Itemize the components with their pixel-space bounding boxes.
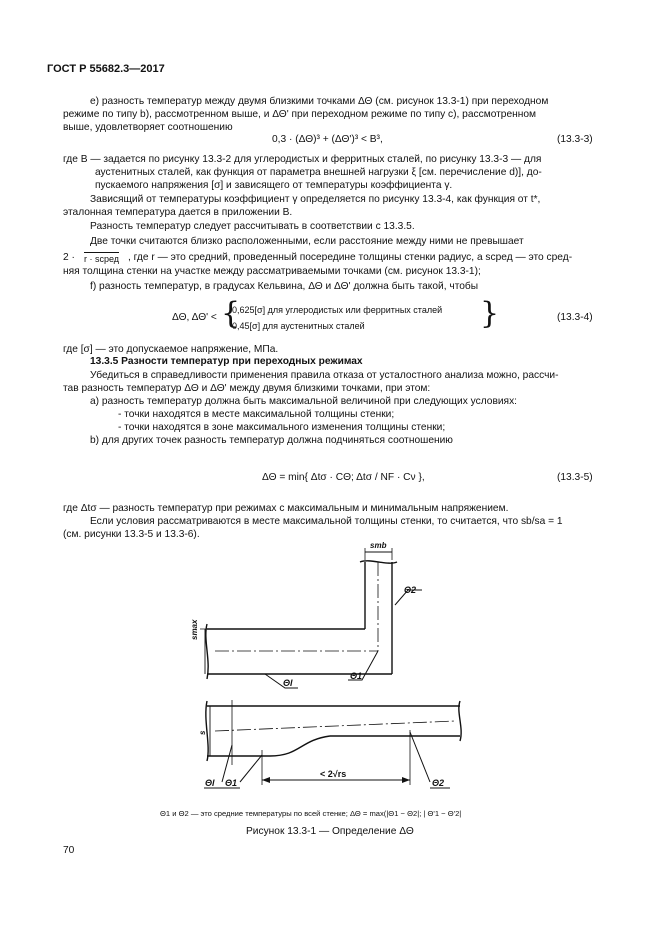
where-b-line3: пускаемого напряжения [σ] и зависящего от температуры коэффициента γ. xyxy=(95,180,453,191)
condition-a-item1: - точки находятся в месте максимальной толщины стенки; xyxy=(118,409,395,420)
label-theta-l-bottom: Θl xyxy=(205,778,215,788)
equation-number-2: (13.3-4) xyxy=(557,312,593,323)
lower-taper xyxy=(270,736,330,756)
lower-center-line xyxy=(215,721,455,731)
condition-a-item2: - точки находятся в зоне максимального изменения толщины стенки; xyxy=(118,422,446,433)
close-points-pre: 2 · xyxy=(63,252,75,263)
label-theta2-bottom: Θ2 xyxy=(432,778,445,788)
para-13-3-5-line2: тав разность температур ΔΘ и ΔΘ' между двумя близкими точками, при этом: xyxy=(63,383,431,394)
calc-ref: Разность температур следует рассчитывать в соответствии с 13.3.5. xyxy=(90,221,415,232)
equation-number-1: (13.3-3) xyxy=(557,134,593,145)
gamma-line2: эталонная температура дается в приложении В. xyxy=(63,207,293,218)
para-e-line1: е) разность температур между двумя близкими точками ΔΘ (см. рисунок 13.3-1) при переходном xyxy=(90,96,549,107)
delta-t-definition: где Δtσ — разность температур при режимах с максимальным и минимальным напряжением. xyxy=(63,503,509,514)
sqrt-expression: r · sсред xyxy=(84,254,120,264)
equation-13-3-4-case1: 0,625[σ] для углеродистых или ферритных сталей xyxy=(232,305,443,315)
condition-b: b) для других точек разность температур должна подчиняться соотношению xyxy=(90,435,453,446)
lower-right-break xyxy=(459,701,461,741)
para-13-3-5-line1: Убедиться в справедливости применения правила отказа от усталостного анализа можно, рассчи- xyxy=(90,370,559,381)
label-s: s xyxy=(198,730,207,735)
where-b-line1: где B — задается по рисунку 13.3-2 для углеродистых и ферритных сталей, по рисунку 13.3-3 — для xyxy=(63,154,542,165)
thickness-ratio-line1: Если условия рассматриваются в месте максимальной толщины стенки, то считается, что sb/sa = 1 xyxy=(90,516,563,527)
thickness-ratio-line2: (см. рисунки 13.3-5 и 13.3-6). xyxy=(63,529,200,540)
para-e-line3: выше, удовлетворяет соотношению xyxy=(63,122,233,133)
equation-13-3-3: 0,3 · (ΔΘ)³ + (ΔΘ')³ < B³, xyxy=(272,134,383,145)
label-distance: < 2√rs xyxy=(320,769,347,779)
label-theta2-top: Θ2 xyxy=(404,585,417,595)
section-heading-13-3-5: 13.3.5 Разности температур при переходных режимах xyxy=(90,356,363,367)
page-number: 70 xyxy=(63,845,75,856)
equation-13-3-5: ΔΘ = min{ Δtσ · CΘ; Δtσ / NF · Cν }, xyxy=(262,472,425,483)
document-header: ГОСТ Р 55682.3—2017 xyxy=(47,63,165,75)
left-break-line xyxy=(206,624,208,679)
where-b-line2: аустенитных сталей, как функция от параметра внешней нагрузки ξ [см. перечисление d)], до- xyxy=(95,167,542,178)
para-f: f) разность температур, в градусах Кельвина, ΔΘ и ΔΘ' должна быть такой, чтобы xyxy=(90,281,479,292)
figure-note: Θ1 и Θ2 — это средние температуры по всей стенке; ΔΘ = max(|Θ1 − Θ2|; | Θ'1 − Θ'2| xyxy=(160,809,462,818)
equation-13-3-4-lhs: ΔΘ, ΔΘ' < xyxy=(172,312,217,323)
para-e-line2: режиме по типу b), рассмотренном выше, и ΔΘ' при переходном режиме по типу с), рассмотренном xyxy=(63,109,537,120)
label-theta-l: Θl xyxy=(283,678,293,688)
gamma-line1: Зависящий от температуры коэффициент γ определяется по рисунку 13.3-4, как функция от t*, xyxy=(90,194,541,205)
equation-13-3-4-case2: 0,45[σ] для аустенитных сталей xyxy=(232,321,365,331)
close-points-line1: Две точки считаются близко расположенными, если расстояние между ними не превышает xyxy=(90,236,524,247)
right-brace: } xyxy=(480,296,500,331)
condition-a: а) разность температур должна быть максимальной величиной при следующих условиях: xyxy=(90,396,517,407)
label-theta1: Θ1 xyxy=(350,671,363,681)
label-smax: smax xyxy=(190,619,199,640)
close-points-line3: няя толщина стенки на участке между рассматриваемыми точками (см. рисунок 13.3-1); xyxy=(63,266,481,277)
figure-caption: Рисунок 13.3-1 — Определение ΔΘ xyxy=(246,826,414,837)
left-brace: { xyxy=(221,296,241,331)
label-smb: smb xyxy=(370,541,387,550)
close-points-line2: , где r — это средний, проведенный посередине толщины стенки радиус, а sсред — это сред- xyxy=(128,252,573,263)
label-theta1-bottom: Θ1 xyxy=(225,778,238,788)
theta-l-leader xyxy=(265,674,298,688)
sigma-definition: где [σ] — это допускаемое напряжение, МПа. xyxy=(63,344,279,355)
equation-number-3: (13.3-5) xyxy=(557,472,593,483)
